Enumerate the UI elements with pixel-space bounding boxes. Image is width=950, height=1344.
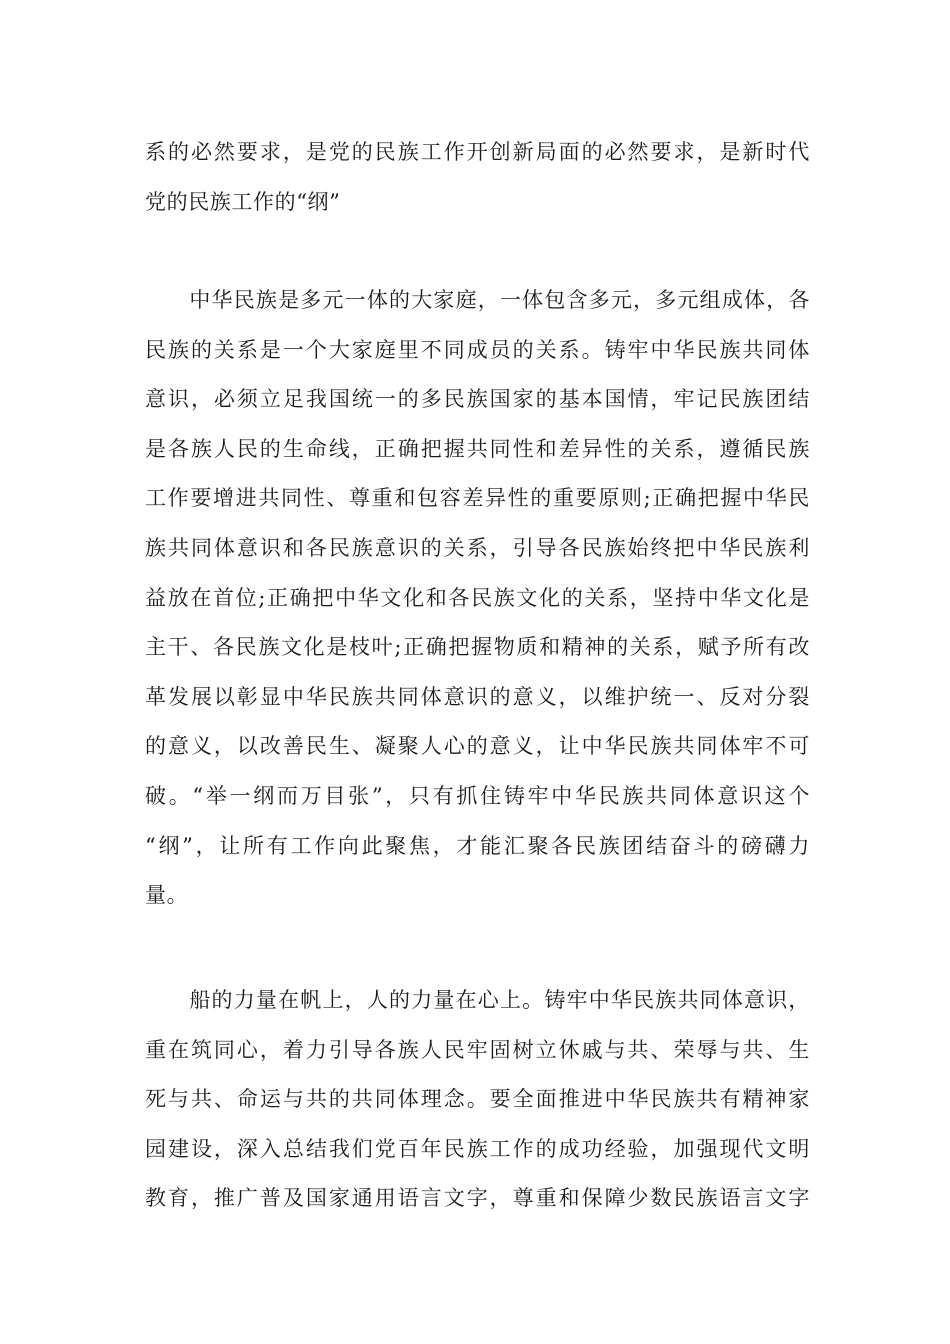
text-line: 工作要增进共同性、尊重和包容差异性的重要原则;正确把握中华民 — [145, 486, 810, 511]
text-line: 民族的关系是一个大家庭里不同成员的关系。铸牢中华民族共同体 — [145, 337, 810, 362]
text-line: 死与共、命运与共的共同体理念。要全面推进中华民族共有精神家 — [145, 1087, 810, 1112]
text-line: “纲”，让所有工作向此聚焦，才能汇聚各民族团结奋斗的磅礴力 — [145, 833, 810, 858]
paragraph-3 — [145, 976, 810, 1224]
text-line: 意识，必须立足我国统一的多民族国家的基本国情，牢记民族团结 — [145, 387, 810, 412]
text-line: 主干、各民族文化是枝叶;正确把握物质和精神的关系，赋予所有改 — [145, 635, 810, 660]
text-line: 的意义，以改善民生、凝聚人心的意义，让中华民族共同体牢不可 — [145, 734, 810, 759]
text-line: 园建设，深入总结我们党百年民族工作的成功经验，加强现代文明 — [145, 1136, 810, 1161]
text-line: 族共同体意识和各民族意识的关系，引导各民族始终把中华民族利 — [145, 535, 810, 560]
text-line: 系的必然要求，是党的民族工作开创新局面的必然要求，是新时代 — [145, 140, 810, 164]
text-line: 革发展以彰显中华民族共同体意识的意义，以维护统一、反对分裂 — [145, 684, 810, 709]
text-line: 重在筑同心，着力引导各族人民牢固树立休戚与共、荣辱与共、生 — [145, 1037, 810, 1062]
paragraph-1 — [145, 128, 810, 227]
paragraph-2 — [145, 276, 810, 921]
text-line: 益放在首位;正确把中华文化和各民族文化的关系，坚持中华文化是 — [145, 585, 810, 610]
text-line: 船的力量在帆上，人的力量在心上。铸牢中华民族共同体意识， — [145, 988, 810, 1012]
text-line: 是各族人民的生命线，正确把握共同性和差异性的关系，遵循民族 — [145, 436, 810, 461]
text-line: 中华民族是多元一体的大家庭，一体包含多元，多元组成体，各 — [145, 288, 810, 312]
text-line: 教育，推广普及国家通用语言文字，尊重和保障少数民族语言文字 — [145, 1186, 810, 1211]
text-line: 党的民族工作的“纲” — [145, 189, 341, 214]
text-line: 破。“举一纲而万目张”，只有抓住铸牢中华民族共同体意识这个 — [145, 783, 810, 808]
text-line: 量。 — [145, 883, 189, 908]
